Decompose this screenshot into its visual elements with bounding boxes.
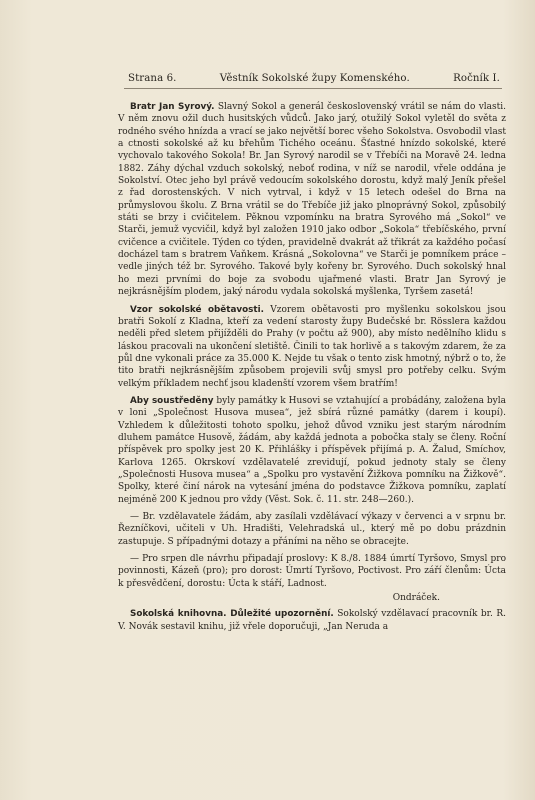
signature: Ondráček. xyxy=(392,593,440,604)
article-heading: Aby soustředěny xyxy=(130,395,214,406)
article-heading: Bratr Jan Syrový. xyxy=(130,102,215,112)
article-heading: Vzor sokolské obětavosti. xyxy=(130,304,264,315)
article-syrovy xyxy=(118,101,506,299)
publication-title: Věstník Sokolské župy Komenského. xyxy=(219,73,410,84)
article-body: Sokolský vzdělavací pracovník br. R. V. Novák sestavil knihu, již vřele doporučuji, „Jan Neruda a xyxy=(118,609,506,632)
article-obetavost xyxy=(118,304,506,390)
article-column xyxy=(118,101,506,638)
article-knihovna xyxy=(118,608,506,633)
running-header xyxy=(128,73,500,84)
article-body: byly památky k Husovi se vztahující a probádány, založena byla v loni „Společnost Husova musea“, jež sbírá různé památky (darem i koupí). Vzhledem k důležitosti tohoto spolku, jehož důvod vzniku jest starým národním dluhem památce Husově, žádám, aby každá jednota a pobočka staly se členy. Roční příspěvek pro spolky jest 20 K. Přihlášky i příspěvek přijímá p. A. Žalud, Smíchov, Karlova 1265. Okrskoví vzdělavatelé zrevidují, pokud jednoty staly se členy „Společnosti Husova musea“ a „Spolku pro vystavění Žižkova pomníku na Žižkově“. Spolky, které činí nárok na vytesání jména do podstavce Žižkova pomníku, zaplatí nejméně 200 K jednou pro vždy (Věst. Sok. č. 11. str. 248—260.). xyxy=(118,395,506,505)
article-heading: Sokolská knihovna. Důležité upozornění. xyxy=(130,609,334,620)
article-husovo-museum xyxy=(118,395,506,506)
article-body: Slavný Sokol a generál československý vrátil se nám do vlasti. V něm znovu ožil duch husitských vůdců. Jako jarý, otužilý Sokol vyletěl do světa z rodného svého hnízda a vrací se jako největší borec všeho Sokolstva. Osvobodil vlast a ctnosti sokolské až ku břehům Tichého oceánu. Šťastné hnízdo sokolské, které vychovalo takového Sokola! Br. Jan Syrový narodil se v Třebíči na Moravě 24. ledna 1882. Záhy dýchal vzduch sokolský, neboť rodina, v níž se narodil, vřele oddána je Sokolství. Otec jeho byl právě vedoucím sokolského dorostu, když malý Jeník přešel z řad dorostenských. V nich vytrval, i když v 15 letech odešel do Brna na průmyslovou školu. Z Brna vrátil se do Třebíče již jako plnoprávný Sokol, způsobilý státi se brzy i cvičitelem. Pěknou vzpomínku na bratra Syrového má „Sokol“ ve Starči, jemuž vycvičil, když byl založen 1910 jako odbor „Sokola“ třebíčského, první cvičence a cvičitele. Týden co týden, pravidelně dvakrát až třikrát za každého počasí docházel tam s bratrem Vaňkem. Krásná „Sokolovna“ ve Starči je pomníkem práce – vedle jiných též br. Syrového. Takové byly kořeny br. Syrového. Duch sokolský hnal ho mezi prvními do boje za svobodu ujařmené vlasti. Bratr Jan Syrový je nejkrásnějším plodem, jaký národu vydala sokolská myšlenka, Tyršem zasetá! xyxy=(118,102,506,298)
volume-number: Ročník I. xyxy=(453,73,500,84)
page-number: Strana 6. xyxy=(128,73,177,84)
notice-proslovy: — Pro srpen dle návrhu připadají proslovy: K 8./8. 1884 úmrtí Tyršovo, Smysl pro povinnosti, Kázeň (pro); pro dorost: Úmrtí Tyršovo, Poctivost. Pro září členům: Úcta k přesvědčení, dorostu: Úcta k stáří, Ladnost. xyxy=(118,554,506,589)
article-body: Vzorem obětavosti pro myšlenku sokolskou jsou bratři Sokolí z Kladna, kteří za vedení starosty župy Budečské br. Rösslera každou neděli před sletem přijížděli do Prahy (v počtu až 900), aby místo nedělního klidu s láskou pracovali na ukončení sletiště. Činili to tak horlivě a s takovým zdarem, že za půl dne vykonali práce za 35.000 K. Nejde tu však o tento zisk hmotný, nýbrž o to, že tito bratři nejkrásnějším způsobem projevili svůj smysl pro potřeby celku. Svým velkým příkladem nechť jsou kladenští vzorem všem bratřím! xyxy=(118,304,506,389)
header-rule xyxy=(124,88,502,89)
notice-vzdelavatele: — Br. vzdělavatele žádám, aby zasílali vzdělávací výkazy v červenci a v srpnu br. Řezníčkovi, učiteli v Uh. Hradišti, Velehradská ul., který mě po dobu prázdnin zastupuje. S případnými dotazy a přáními na něho se obracejte. xyxy=(118,512,506,547)
